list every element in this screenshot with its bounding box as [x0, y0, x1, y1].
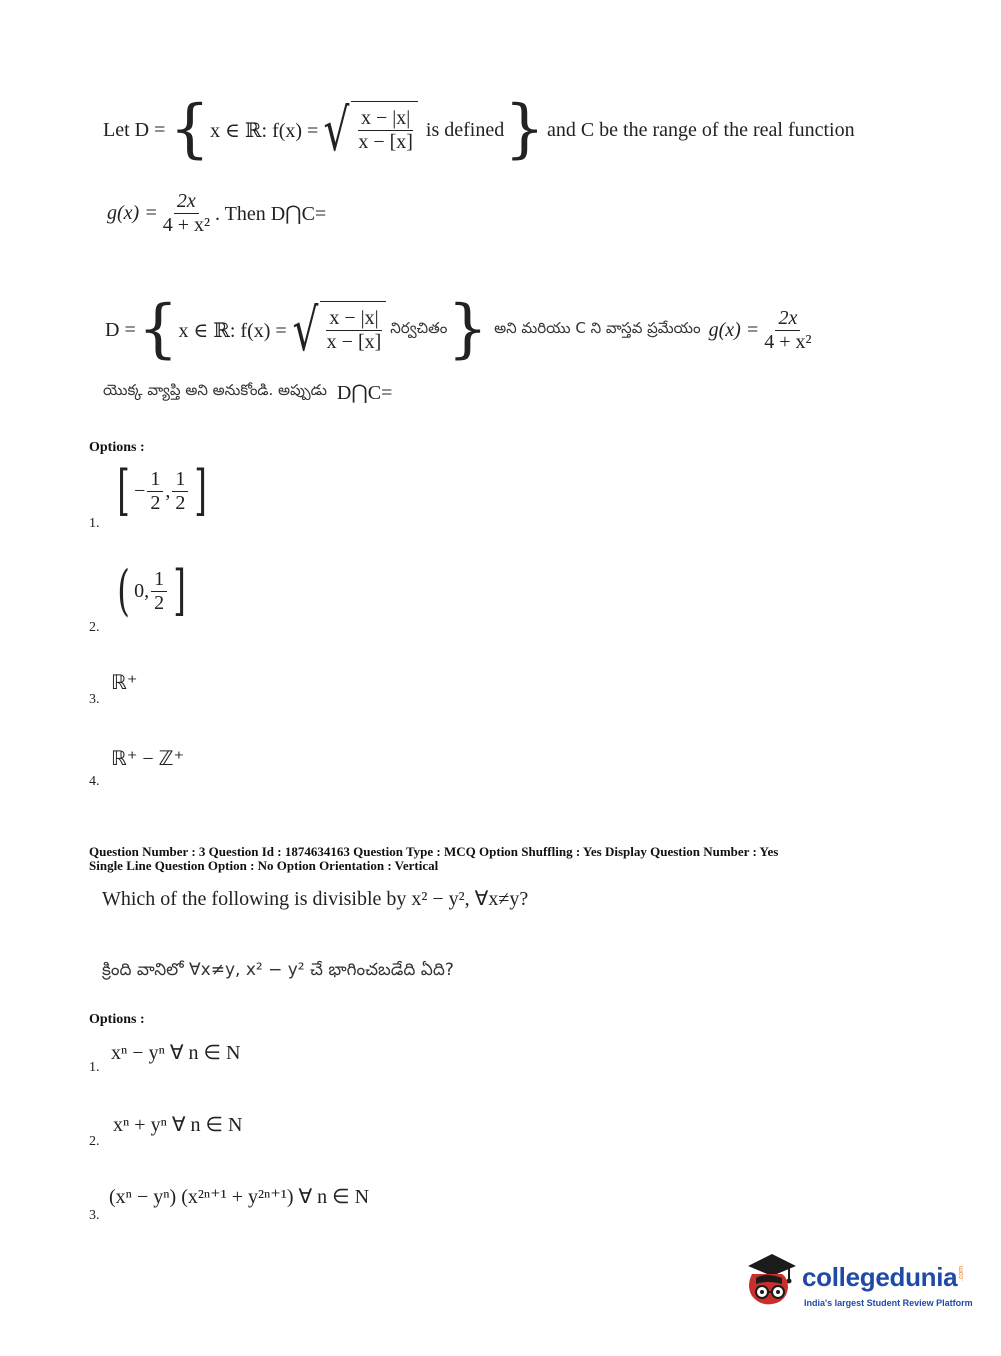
q2-let-d: Let D = [103, 118, 166, 141]
g-function-label: g(x) = [107, 201, 158, 224]
q2-telugu-line2 [103, 378, 392, 406]
q3-meta-line1: Question Number : 3 Question Id : 1874634163 Question Type : MCQ Option Shuffling : Yes Display Question Number : Yes [89, 844, 779, 859]
te-right-brace: } [447, 292, 489, 367]
q3-option-3-text: (xⁿ − yⁿ) (x²ⁿ⁺¹ + y²ⁿ⁺¹) ∀ n ∈ N [109, 1186, 370, 1208]
q2-is-defined: is defined [425, 118, 505, 141]
q3-option-2[interactable] [89, 1112, 489, 1152]
q2-telugu-line1 [105, 292, 817, 368]
q2-english-after: and C be the range of the real function [546, 118, 855, 141]
q2-set-condition: x ∈ ℝ: f(x) = [210, 119, 319, 142]
q3-option-1-text: xⁿ − yⁿ ∀ n ∈ N [111, 1042, 241, 1064]
te-sqrt-expression: √ $\frac{x - |x|}{x - [x]}$ [287, 301, 387, 359]
q2-option-2[interactable] [89, 559, 289, 638]
q3-option-1[interactable] [89, 1040, 489, 1080]
te-after: అని మరియు C ని వాస్తవ ప్రమేయం [494, 319, 701, 337]
q2-option-3[interactable] [89, 668, 289, 712]
q3-option-1-number: 1. [89, 1060, 100, 1075]
collegedunia-logo[interactable] [742, 1248, 972, 1318]
q3-english: Which of the following is divisible by x² − y², ∀x≠y? [102, 888, 529, 910]
te-line2-text: యొక్క వ్యాప్తి అని అనుకోండి. అప్పుడు [103, 381, 327, 399]
te-sqrt-denominator: x − [x] [326, 331, 382, 353]
te-g-numerator: 2x [775, 308, 800, 331]
te-d-equals: D = [105, 318, 136, 341]
te-sqrt-numerator: x − |x| [326, 308, 381, 331]
q3-meta-line2: Single Line Question Option : No Option Orientation : Vertical [89, 858, 439, 873]
option-2-math: ( 0, $\frac{1}{2}$ ] [117, 559, 186, 622]
g-numerator: 2x [174, 191, 199, 214]
q3-option-2-text: xⁿ + yⁿ ∀ n ∈ N [113, 1114, 243, 1136]
te-set-condition: x ∈ ℝ: f(x) = [178, 319, 287, 342]
te-g-denominator: 4 + x² [764, 330, 812, 353]
logo-name: collegedunia [802, 1262, 958, 1292]
q3-telugu: క్రింది వానిలో ∀x≠y, x² − y² చే భాగించబడేది ఏది? [102, 960, 454, 980]
option-1-number: 1. [89, 516, 100, 531]
option-4-text: ℝ⁺ − ℤ⁺ [111, 748, 185, 770]
mascot-icon [742, 1248, 800, 1310]
te-d-cap-c: D⋂C= [336, 381, 393, 404]
q2-option-4[interactable] [89, 744, 289, 792]
option-3-number: 3. [89, 692, 100, 707]
options-label: Options : [89, 440, 145, 455]
sqrt-denominator: x − [x] [358, 131, 413, 153]
q3-option-2-number: 2. [89, 1134, 100, 1149]
q3-options-label: Options : [89, 1012, 145, 1027]
te-left-brace: { [137, 292, 179, 367]
q3-option-3[interactable] [89, 1182, 489, 1226]
logo-tagline: India's largest Student Review Platform [804, 1298, 973, 1308]
option-3-text: ℝ⁺ [111, 672, 138, 694]
q2-then: . Then D⋂C= [214, 202, 327, 225]
option-2-number: 2. [89, 620, 100, 635]
te-defined: నిర్వచితం [390, 319, 448, 337]
q2-option-1[interactable] [89, 459, 289, 534]
sqrt-numerator: x − |x| [358, 108, 413, 131]
logo-com: .com [958, 1266, 965, 1282]
option-1-math: [ − $\frac{1}{2}$ , $\frac{1}{2}$ ] [117, 459, 208, 522]
q2-english-line2 [107, 186, 326, 240]
sqrt-expression: √ $\frac{x - |x|}{x - [x]}$ [318, 101, 418, 159]
left-brace: { [169, 92, 211, 167]
g-denominator: 4 + x² [162, 213, 210, 236]
q3-option-3-number: 3. [89, 1208, 100, 1223]
q2-english-line1 [103, 92, 855, 168]
te-g-function-label: g(x) = [708, 318, 760, 341]
option-4-number: 4. [89, 774, 100, 789]
right-brace: } [504, 92, 545, 167]
